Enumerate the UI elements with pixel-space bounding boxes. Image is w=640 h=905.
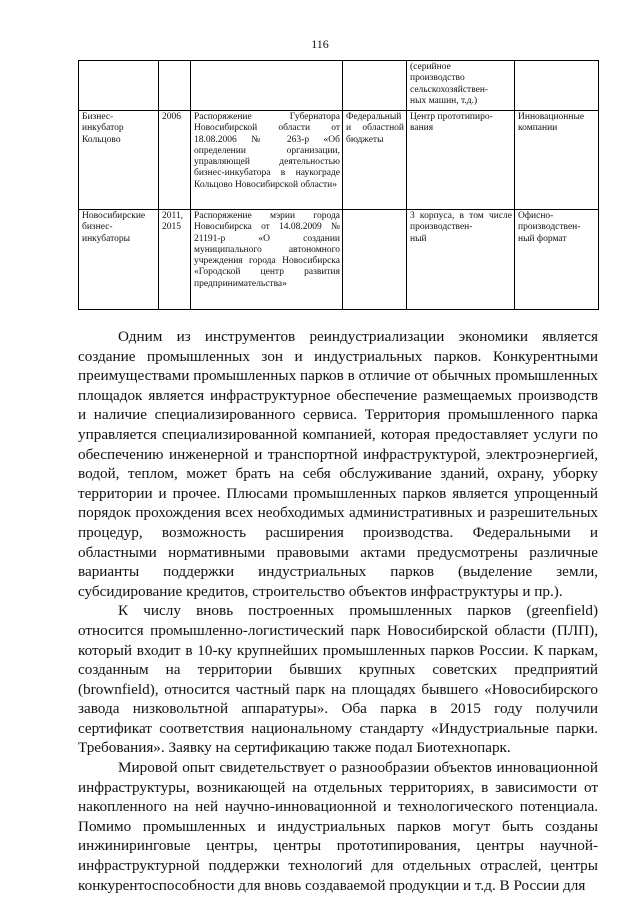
table-cell-document: Распоряжение мэрии города Новосибирска от 14.08.2009 № 21191-р «О создании муниципального автономного учреждения города Новосибирска «Городской центр развития предпринимательства»: [191, 210, 343, 310]
table-cell-funding: Федеральный и областной бюджеты: [343, 111, 407, 210]
table-cell-name: Новосибирские бизнес- инкубаторы: [79, 210, 159, 310]
table-cell-target: [515, 61, 599, 111]
table-cell-document: [191, 61, 343, 111]
body-text: [78, 327, 598, 895]
table-row: [79, 61, 599, 111]
table-cell-year: 2006: [159, 111, 191, 210]
table-cell-name: Бизнес- инкубатор Кольцово: [79, 111, 159, 210]
infrastructure-table: [78, 60, 599, 310]
table-cell-target: Офисно- производствен- ный формат: [515, 210, 599, 310]
table-cell-funding: [343, 210, 407, 310]
table-cell-year: [159, 61, 191, 111]
table-cell-funding: [343, 61, 407, 111]
paragraph: К числу вновь построенных промышленных парков (greenfield) относится промышленно-логистический парк Новосибирской области (ПЛП), который входит в 10-ку крупнейших промышленных парков России. К паркам, созданным на территории бывших крупных советских предприятий (brownfield), относится частный парк на площадях бывшего «Новосибирского завода низковольтной аппаратуры». Оба парка в 2015 году получили сертификат соответствия национальному стандарту «Индустриальные парки. Требования». Заявку на сертификацию также подал Биотехнопарк.: [78, 602, 598, 757]
page-number: 116: [311, 37, 329, 51]
table-cell-infrastructure: 3 корпуса, в том числе производствен- ный: [407, 210, 515, 310]
table-cell-infrastructure: (серийное производство сельскохозяйствен- ных машин, т.д.): [407, 61, 515, 111]
table-cell-infrastructure: Центр прототипиро- вания: [407, 111, 515, 210]
table-cell-year: 2011, 2015: [159, 210, 191, 310]
paragraph: Мировой опыт свидетельствует о разнообразии объектов инновационной инфраструктуры, возникающей на отдельных территориях, в зависимости от накопленного на ней научно-инновационной и технологического потенциала. Помимо промышленных и индустриальных парков могут быть созданы инжиниринговые центры, центры прототипирования, центры научной-инфраструктурной поддержки технологий для отдельных отраслей, центры конкурентоспособности для вновь создаваемой продукции и т.д. В России для: [78, 759, 598, 894]
table-cell-name: [79, 61, 159, 111]
paragraph: Одним из инструментов реиндустриализации экономики является создание промышленных зон и индустриальных парков. Конкурентными преимуществами промышленных парков в отличие от обычных промышленных площадок является инфраструктурное обеспечение размещаемых производств и наличие специализированного сервиса. Территория промышленного парка управляется специализированной компанией, которая предоставляет услуги по обеспечению инженерной и транспортной инфраструктурой, электроэнергией, водой, теплом, может брать на себя обслуживание зданий, охрану, уборку территории и прочее. Плюсами промышленных парков является упрощенный порядок прохождения всех необходимых административных и разрешительных процедур, возможность расширения производства. Федеральными и областными нормативными правовыми актами предусмотрены различные варианты поддержки индустриальных парков (выделение земли, субсидирование кредитов, строительство объектов инфраструктуры и пр.).: [78, 328, 598, 600]
table-row: [79, 111, 599, 210]
table-row: [79, 210, 599, 310]
table-cell-target: Инновационные компании: [515, 111, 599, 210]
table-cell-document: Распоряжение Губернатора Новосибирской области от 18.08.2006 № 263-р «Об определении организации, управляющей деятельностью бизнес-инкубатора в наукограде Кольцово Новосибирской области»: [191, 111, 343, 210]
